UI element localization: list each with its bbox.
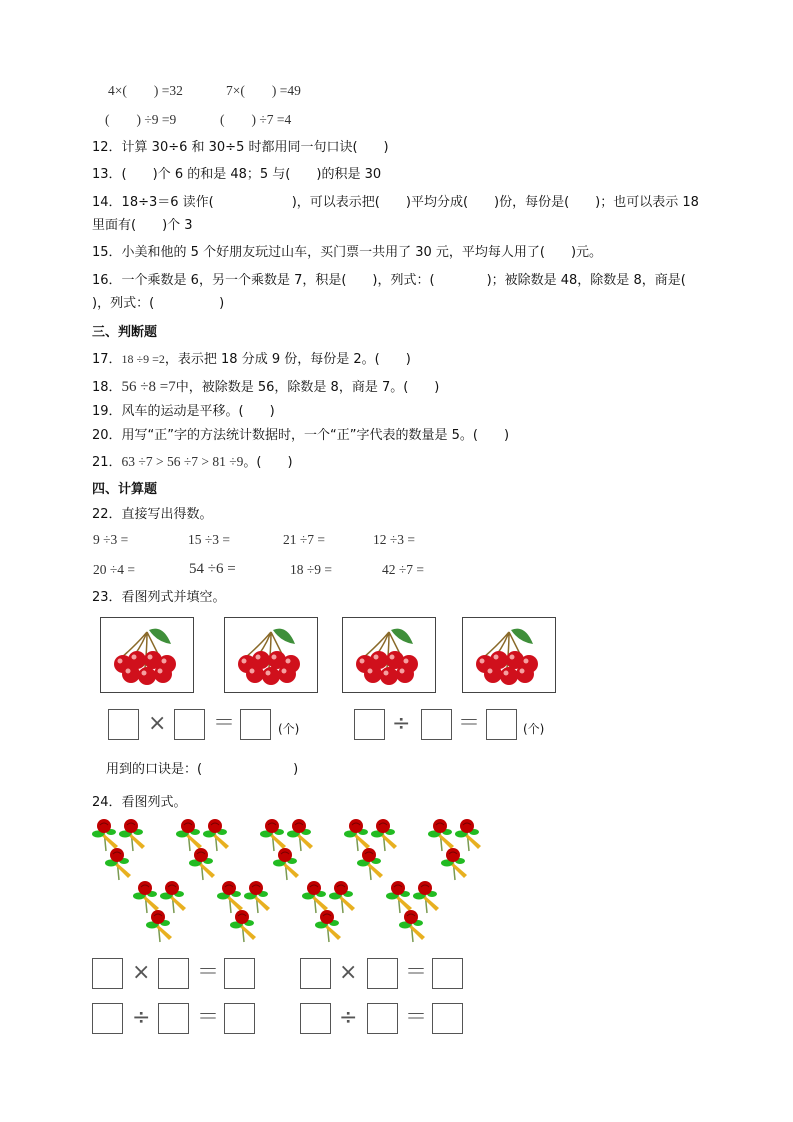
answer-box[interactable]: [300, 958, 331, 989]
q18-num: 18．: [92, 380, 122, 395]
answer-box[interactable]: [354, 709, 385, 740]
answer-box[interactable]: [92, 958, 123, 989]
calc-6: 54 ÷6 =: [189, 561, 236, 577]
answer-box[interactable]: [300, 1003, 331, 1034]
q17-text: ，表示把 18 分成 9 份，每份是 2。( ): [164, 352, 411, 367]
answer-box[interactable]: [158, 958, 189, 989]
section-4-heading: 四、计算题: [92, 482, 158, 497]
calc-4: 12 ÷3 =: [373, 532, 416, 547]
answer-box[interactable]: [432, 1003, 463, 1034]
answer-box[interactable]: [421, 709, 452, 740]
q17-math: 18 ÷9 =2: [121, 352, 165, 366]
answer-box[interactable]: [367, 958, 398, 989]
calc-5: 20 ÷4 =: [93, 562, 136, 577]
q21-num: 21．: [92, 455, 122, 470]
answer-box[interactable]: [108, 709, 139, 740]
question-18: [92, 379, 439, 396]
calc-2: 15 ÷3 =: [188, 532, 231, 547]
rose-icon: [273, 847, 303, 881]
calc-3: 21 ÷7 =: [283, 532, 326, 547]
unit-label: (个): [523, 722, 545, 736]
answer-box[interactable]: [486, 709, 517, 740]
answer-box[interactable]: [240, 709, 271, 740]
equals-sign: ＝: [213, 711, 236, 736]
q11-eq2: 7×( ) =49: [226, 83, 301, 98]
q18-text: 中，被除数是 56，除数是 8，商是 7。( ): [175, 380, 440, 395]
times-sign: ×: [148, 711, 167, 736]
question-14: 14．18÷3＝6 读作( )，可以表示把( )平均分成( )份，每份是( )；也可以表示 18: [92, 195, 699, 210]
divide-sign: ÷: [132, 1005, 151, 1030]
answer-box[interactable]: [224, 1003, 255, 1034]
question-13: 13．( )个 6 的和是 48；5 与( )的积是 30: [92, 167, 382, 182]
equals-sign: ＝: [197, 960, 220, 985]
question-20: 20．用写“正”字的方法统计数据时，一个“正”字代表的数量是 5。( ): [92, 428, 510, 443]
question-21: [92, 454, 293, 471]
unit-label: (个): [278, 722, 300, 736]
question-23: 23．看图列式并填空。: [92, 590, 226, 605]
equals-sign: ＝: [197, 1005, 220, 1030]
equals-sign: ＝: [405, 960, 428, 985]
answer-box[interactable]: [174, 709, 205, 740]
question-17: [92, 351, 411, 368]
times-sign: ×: [339, 960, 358, 985]
q11-eq4: ( ) ÷7 =4: [220, 112, 292, 127]
question-19: 19．风车的运动是平移。( ): [92, 404, 275, 419]
rose-icon: [230, 909, 260, 943]
divide-sign: ÷: [392, 711, 411, 736]
answer-box[interactable]: [432, 958, 463, 989]
answer-box[interactable]: [367, 1003, 398, 1034]
cherry-picture: [100, 617, 194, 693]
calc-7: 18 ÷9 =: [290, 562, 333, 577]
equals-sign: ＝: [458, 711, 481, 736]
cherry-picture: [342, 617, 436, 693]
divide-sign: ÷: [339, 1005, 358, 1030]
rose-icon: [399, 909, 429, 943]
q18-math: 56 ÷8 =7: [121, 379, 176, 395]
rose-icon: [105, 847, 135, 881]
calc-8: 42 ÷7 =: [382, 562, 425, 577]
answer-box[interactable]: [92, 1003, 123, 1034]
calc-1: 9 ÷3 =: [93, 532, 129, 547]
question-16: 16．一个乘数是 6，另一个乘数是 7，积是( )，列式：( )；被除数是 48，除数是 8，商是(: [92, 273, 686, 288]
koujue-blank: 用到的口诀是：( ): [106, 762, 299, 777]
question-22: 22．直接写出得数。: [92, 507, 213, 522]
question-12: 12．计算 30÷6 和 30÷5 时都用同一句口诀( ): [92, 140, 389, 155]
question-14-cont: 里面有( )个 3: [92, 218, 193, 233]
q21-math: 63 ÷7 > 56 ÷7 > 81 ÷9: [121, 454, 244, 469]
equals-sign: ＝: [405, 1005, 428, 1030]
cherry-picture: [462, 617, 556, 693]
rose-icon: [441, 847, 471, 881]
q21-text: 。( ): [243, 455, 293, 470]
cherry-picture: [224, 617, 318, 693]
q17-num: 17．: [92, 352, 122, 367]
section-3-heading: 三、判断题: [92, 325, 158, 340]
rose-icon: [357, 847, 387, 881]
rose-icon: [315, 909, 345, 943]
rose-icon: [146, 909, 176, 943]
answer-box[interactable]: [158, 1003, 189, 1034]
question-16-cont: )，列式：( ): [92, 296, 225, 311]
q11-eq3: ( ) ÷9 =9: [105, 112, 177, 127]
times-sign: ×: [132, 960, 151, 985]
question-15: 15．小美和他的 5 个好朋友玩过山车，买门票一共用了 30 元，平均每人用了( )元。: [92, 245, 603, 260]
answer-box[interactable]: [224, 958, 255, 989]
question-24: 24．看图列式。: [92, 795, 187, 810]
rose-icon: [189, 847, 219, 881]
q11-eq1: 4×( ) =32: [108, 83, 183, 98]
